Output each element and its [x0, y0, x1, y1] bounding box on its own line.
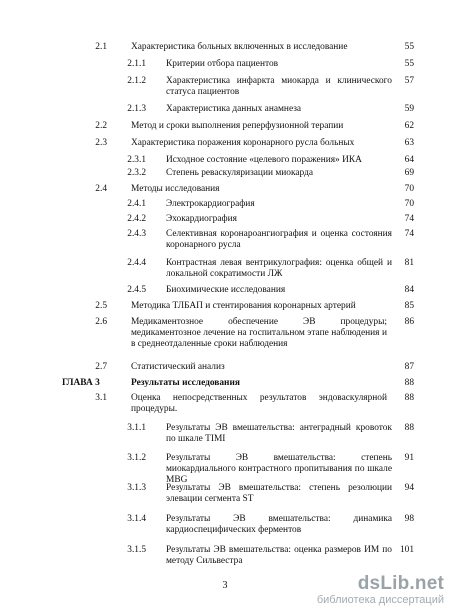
- toc-entry-page: 87: [404, 362, 414, 372]
- toc-entry-page: 84: [404, 285, 414, 295]
- toc-entry-page: 74: [404, 214, 414, 224]
- toc-entry-page: 88: [404, 378, 414, 388]
- toc-entry-title: Методы исследования: [131, 184, 220, 194]
- toc-entry-number: 3.1.1: [127, 423, 146, 433]
- toc-entry-title: Результаты ЭВ вмешательства: динамика кардиоспецифических ферментов: [166, 514, 392, 536]
- toc-entry-number: 2.4.3: [127, 229, 146, 239]
- toc-entry-title: Критерии отбора пациентов: [166, 59, 279, 69]
- toc-entry-title: Характеристика поражения коронарного русла больных: [131, 138, 355, 148]
- toc-entry-title: Исходное состояние «целевого поражения» ИКА: [166, 155, 362, 165]
- toc-entry-page: 64: [404, 155, 414, 165]
- toc-entry-number: 2.6: [95, 317, 107, 327]
- toc-entry-title: Оценка непосредственных результатов эндоваскулярной процедуры.: [131, 393, 387, 415]
- toc-entry-number: 3.1: [95, 393, 107, 403]
- toc-entry-number: 2.1.3: [127, 104, 146, 114]
- toc-entry-page: 62: [404, 121, 414, 131]
- toc-entry-page: 57: [404, 76, 414, 86]
- toc-entry-title: Характеристика данных анамнеза: [166, 104, 302, 114]
- toc-entry-number: 3.1.5: [127, 545, 146, 555]
- toc-entry-title: Биохимические исследования: [166, 285, 286, 295]
- toc-entry-page: 101: [399, 545, 414, 555]
- toc-entry-title: Результаты ЭВ вмешательства: степень резолюции элевации сегмента ST: [166, 483, 392, 505]
- toc-entry-title: Результаты ЭВ вмешательства: оценка размеров ИМ по методу Сильвестра: [166, 545, 392, 567]
- toc-entry-page: 55: [404, 59, 414, 69]
- page-number: 3: [222, 580, 228, 591]
- toc-entry-title: Контрастная левая вентрикулография: оценка общей и локальной сократимости ЛЖ: [166, 258, 392, 280]
- toc-chapter-number: ГЛАВА 3: [62, 378, 100, 388]
- toc-entry-number: 2.1.2: [127, 76, 146, 86]
- watermark-logo: dsLib.net: [357, 573, 444, 594]
- toc-entry-title: Медикаментозное обеспечение ЭВ процедуры; медикаментозное лечение на госпитальном этапе наблюдения и в среднеотдаленные сроки наблюдения: [131, 317, 387, 350]
- toc-entry-number: 2.3: [95, 138, 107, 148]
- toc-entry-page: 81: [404, 258, 414, 268]
- toc-entry-title: Характеристика больных включенных в исследование: [131, 42, 348, 52]
- toc-entry-page: 98: [404, 514, 414, 524]
- toc-entry-title: Степень реваскуляризации миокарда: [166, 168, 314, 178]
- toc-entry-page: 88: [404, 423, 414, 433]
- toc-entry-number: 2.2: [95, 121, 107, 131]
- toc-entry-page: 59: [404, 104, 414, 114]
- toc-entry-page: 69: [404, 168, 414, 178]
- toc-chapter-title: Результаты исследования: [131, 378, 240, 388]
- toc-entry-number: 2.4.1: [127, 199, 146, 209]
- toc-entry-title: Методика ТЛБАП и стентирования коронарных артерий: [131, 301, 356, 311]
- toc-entry-number: 2.4.5: [127, 285, 146, 295]
- toc-entry-title: Результаты ЭВ вмешательства: антеградный кровоток по шкале TIMI: [166, 423, 392, 445]
- toc-entry-number: 2.4.4: [127, 258, 146, 268]
- toc-entry-number: 2.4: [95, 184, 107, 194]
- toc-entry-title: Селективная коронароангиография и оценка состояния коронарного русла: [166, 229, 392, 251]
- toc-entry-title: Эхокардиография: [166, 214, 237, 224]
- toc-entry-title: Метод и сроки выполнения реперфузионной терапии: [131, 121, 344, 131]
- toc-entry-page: 85: [404, 301, 414, 311]
- toc-entry-page: 55: [404, 42, 414, 52]
- toc-entry-page: 63: [404, 138, 414, 148]
- toc-entry-number: 2.4.2: [127, 214, 146, 224]
- toc-entry-title: Электрокардиография: [166, 199, 255, 209]
- toc-entry-number: 2.7: [95, 362, 107, 372]
- toc-entry-number: 3.1.3: [127, 483, 146, 493]
- toc-entry-page: 70: [404, 184, 414, 194]
- watermark-subtitle: библиотека диссертаций: [316, 594, 444, 606]
- toc-entry-page: 91: [404, 453, 414, 463]
- toc-entry-title: Характеристика инфаркта миокарда и клинического статуса пациентов: [166, 76, 392, 98]
- toc-entry-number: 3.1.4: [127, 514, 146, 524]
- toc-entry-page: 94: [404, 483, 414, 493]
- toc-entry-number: 2.1.1: [127, 59, 146, 69]
- toc-entry-number: 3.1.2: [127, 453, 146, 463]
- toc-entry-page: 88: [404, 393, 414, 403]
- toc-entry-number: 2.5: [95, 301, 107, 311]
- toc-entry-page: 74: [404, 229, 414, 239]
- toc-entry-number: 2.3.2: [127, 168, 146, 178]
- toc-entry-page: 70: [404, 199, 414, 209]
- watermark: [317, 574, 444, 607]
- toc-entry-number: 2.1: [95, 42, 107, 52]
- toc-entry-page: 86: [404, 317, 414, 327]
- toc-entry-number: 2.3.1: [127, 155, 146, 165]
- toc-entry-title: Статистический анализ: [131, 362, 225, 372]
- toc-entry-title: Результаты ЭВ вмешательства: степень миокардиального контрастного пропитывания по шкале MBG: [166, 453, 392, 486]
